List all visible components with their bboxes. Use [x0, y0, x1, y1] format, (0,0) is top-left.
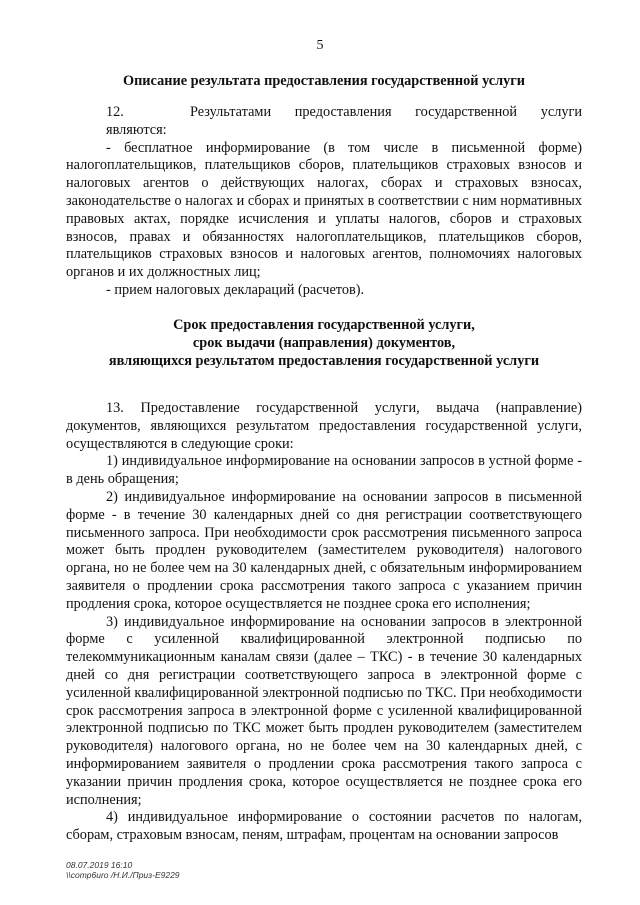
deadline-item: 4) индивидуальное информирование о состоянии расчетов по налогам, сборам, страховым взносам, пеням, штрафам, процентам на основании запросов — [66, 809, 582, 844]
section-heading-deadline — [66, 316, 582, 370]
page-number: 5 — [316, 38, 324, 53]
deadline-item: 3) индивидуальное информирование на основании запросов в электронной форме с усиленной квалифицированной электронной подписью по телекоммуникационным каналам связи (далее – ТКС) - в течение 30 календарных дней со дня регистрации соответствующего запроса в электронной форме с усиленной квалифицированной электронной подписью по ТКС. При необходимости срок рассмотрения запроса в электронной форме с усиленной квалифицированной электронной подписью по ТКС может быть продлен руководителем (заместителем руководителя) налогового органа, но не более чем на 30 календарных дней, с информированием заявителя о продлении срока рассмотрения такого запроса с указании причин продления срока, которое осуществляется не позднее срока его исполнения; — [66, 613, 582, 808]
heading-line: срок выдачи (направления) документов, — [192, 335, 456, 351]
heading-line: Срок предоставления государственной услуги, — [173, 317, 475, 333]
footer-timestamp: 08.07.2019 16:10 — [66, 860, 133, 870]
deadline-item: 1) индивидуальное информирование на основании запросов в устной форме - в день обращения; — [66, 453, 582, 488]
item-13-block — [66, 400, 582, 845]
item-12-block — [66, 104, 582, 300]
result-bullet: - бесплатное информирование (в том числе в письменной форме) налогоплательщиков, плательщиков сборов, плательщиков страховых взносов и налоговых агентов о действующих налогах, сборах и страховых взносах, законодательстве о налогах и сборах и принятых в соответствии с ним нормативных правовых актах, порядке исчисления и уплаты налогов, сборов и страховых взносов, правах и обязанностях налогоплательщиков, плательщиков сборов, плательщиков страховых взносов и налоговых агентов, полномочиях налоговых органов и их должностных лиц; — [66, 139, 582, 281]
document-footer — [66, 860, 180, 880]
section-heading-result: Описание результата предоставления государственной услуги — [122, 73, 526, 89]
item-number: 12. — [106, 104, 124, 120]
item-12-intro — [66, 104, 582, 140]
item-intro-text: Результатами предоставления государственной услуги являются: — [106, 104, 582, 138]
deadline-item: 2) индивидуальное информирование на основании запросов в письменной форме - в течение 30 календарных дней со дня регистрации соответствующего письменного запроса. При необходимости срок рассмотрения письменного запроса может быть продлен руководителем (заместителем руководителя) налогового органа, но не более чем на 30 календарных дней, с обязательным информированием заявителя о продлении срока рассмотрения такого запроса с указанием причин продления срока, которое осуществляется не позднее срока его исполнения; — [66, 488, 582, 612]
item-13-intro: 13. Предоставление государственной услуги, выдача (направление) документов, являющихся результатом предоставления государственной услуги, осуществляются в следующие сроки: — [66, 400, 582, 452]
footer-path: \\comp6uro /Н.И./Приз-Е9229 — [66, 870, 180, 880]
heading-line: являющихся результатом предоставления государственной услуги — [108, 353, 540, 369]
result-bullet: - прием налоговых деклараций (расчетов). — [106, 281, 365, 298]
